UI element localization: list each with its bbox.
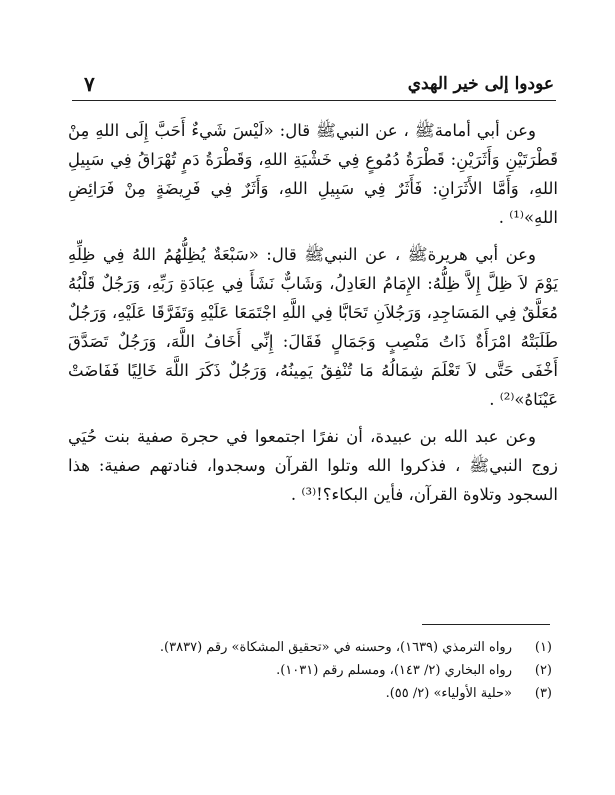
paragraph-safiyya-narration: وعن عبد الله بن عبيدة، أن نفرًا اجتمعوا في حجرة صفية بنت حُيَي زوج النبيﷺ ، فذكروا الله وتلوا القرآن وسجدوا، فنادتهم صفية: هذا السجود وتلاوة القرآن، فأين البكاء؟!⁽³⁾ .: [68, 427, 558, 504]
footnote-number: (٢): [534, 663, 552, 678]
footnote-text: «حلية الأولياء» (٢/ ٥٥).: [385, 686, 512, 701]
page-header: [72, 72, 554, 98]
paragraph-hadith-abu-hurayra: وعن أبي هريرةﷺ ، عن النبيﷺ قال: «سَبْعَةٌ يُظِلُّهُمُ اللهُ فِي ظِلِّهِ يَوْمَ لاَ ظِلَّ إِلاَّ ظِلُّهُ: الإِمَامُ العَادِلُ، وَشَابٌّ نَشَأَ فِي عِبَادَةِ رَبِّهِ، وَرَجُلٌ قَلْبُهُ مُعَلَّقٌ فِي المَسَاجِدِ، وَرَجُلاَنِ تَحَابَّا فِي اللَّهِ اجْتَمَعَا عَلَيْهِ وَتَفَرَّقَا عَلَيْهِ، وَرَجُلٌ طَلَبَتْهُ امْرَأَةٌ ذَاتُ مَنْصِبٍ وَجَمَالٍ فَقَالَ: إِنِّي أَخَافُ اللَّهَ، وَرَجُلٌ تَصَدَّقَ أَخْفَى حَتَّى لاَ تَعْلَمَ شِمَالُهُ مَا تُنْفِقُ يَمِينُهُ، وَرَجُلٌ ذَكَرَ اللَّهَ خَالِيًا فَفَاضَتْ عَيْنَاهُ»⁽²⁾ .: [68, 245, 558, 409]
page-number: ٧: [84, 72, 95, 96]
footnote-text: رواه الترمذي (١٦٣٩)، وحسنه في «تحقيق المشكاة» رقم (٣٨٣٧).: [159, 640, 512, 655]
footnote-number: (١): [534, 640, 552, 655]
footnotes: [70, 636, 552, 705]
footnote-separator: [422, 624, 550, 625]
paragraph-hadith-abu-umama: وعن أبي أمامةﷺ ، عن النبيﷺ قال: «لَيْسَ شَيءٌ أَحَبَّ إِلَى اللهِ مِنْ قَطْرَتَيْنِ وَأَثَرَيْنِ: قَطْرَةُ دُمُوعٍ فِي خَشْيَةِ اللهِ، وَقَطْرَةُ دَمٍ تُهْرَاقُ فِي سَبِيلِ اللهِ، وَأَمَّا الأَثَرَانِ: فَأَثَرٌ فِي سَبِيلِ اللهِ، وَأَثَرٌ فِي فَرِيضَةٍ مِنْ فَرَائِضِ اللهِ»⁽¹⁾ .: [68, 121, 558, 227]
footnote: [70, 682, 552, 705]
footnote-number: (٣): [534, 686, 552, 701]
header-rule: [72, 100, 556, 101]
footnote: [70, 636, 552, 659]
footnote: [70, 659, 552, 682]
main-text: [68, 116, 558, 509]
running-title: عودوا إلى خير الهدي: [407, 74, 554, 94]
footnote-text: رواه البخاري (٢/ ١٤٣)، ومسلم رقم (١٠٣١).: [276, 663, 512, 678]
